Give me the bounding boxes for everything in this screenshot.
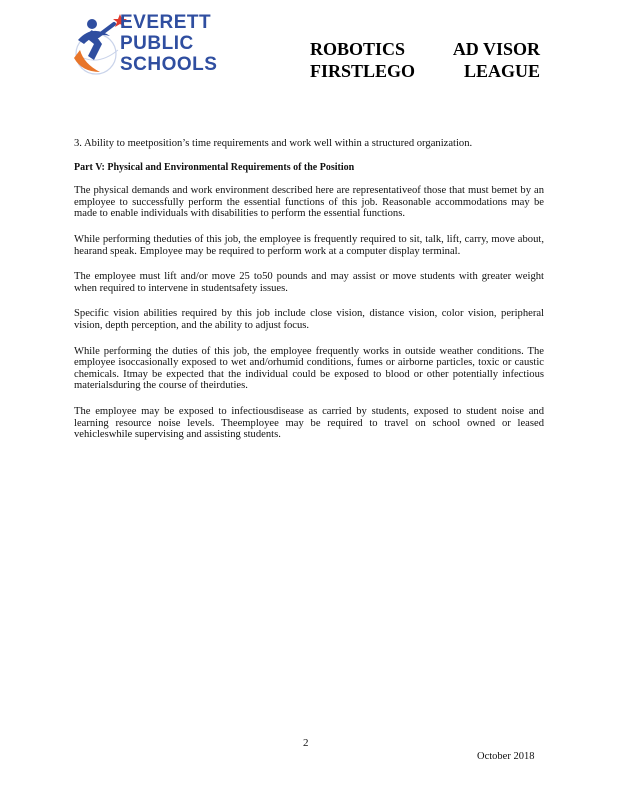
document-body [74,138,544,455]
logo-line-3: SCHOOLS [120,54,218,75]
title-robotics: ROBOTICS [310,39,406,59]
title-league: LEAGUE [463,61,540,81]
logo-line-2: PUBLIC [120,33,194,54]
paragraph-exposure-travel: The employee may be exposed to infectiousdisease as carried by students, exposed to student noise and learning resource noise levels. Theemployee may be required to travel on school owned or leased vehicleswhile supervising and assisting students. [74,405,544,441]
section-heading-part-v: Part V: Physical and Environmental Requirements of the Position [74,161,355,173]
paragraph-lift-weight: The employee must lift and/or move 25 to50 pounds and may assist or move students with greater weight when required to intervene in studentsafety issues. [74,271,544,294]
paragraph-outside-conditions: While performing the duties of this job, the employee frequently works in outside weather conditions. The employee isoccasionally exposed to wet and/orhumid conditions, fumes or airborne particles, toxic or caustic chemicals. Itmay be expected that the individual could be exposed to blood or other potentially infectious materialsduring the course of theirduties. [74,345,544,392]
title-firstlego: FIRSTLEGO [310,61,416,81]
requirement-item-3: 3. Ability to meetposition’s time requirements and work well within a structured organization. [74,138,473,149]
logo-wordmark [120,12,217,75]
title-line-2 [310,60,540,82]
paragraph-sit-talk-lift: While performing theduties of this job, the employee is frequently required to sit, talk, lift, carry, move about, hearand speak. Employee may be required to perform work at a computer display terminal. [74,233,544,257]
paragraph-physical-demands: The physical demands and work environment described here are representativeof those that must bemet by an employee to successfully perform the essential functions of this job. Reasonable accommodations may be made to enable individuals with disabilities to perform the essential functions. [74,185,544,220]
logo-line-1: EVERETT [120,12,212,33]
title-line-1 [310,38,540,60]
paragraph-vision: Specific vision abilities required by this job include close vision, distance vision, color vision, peripheral vision, depth perception, and the ability to adjust focus. [74,308,544,331]
footer-date: October 2018 [477,751,535,762]
page-number: 2 [303,737,309,749]
title-advisor: AD VISOR [452,39,540,59]
district-logo [70,10,240,80]
document-title [310,38,540,82]
